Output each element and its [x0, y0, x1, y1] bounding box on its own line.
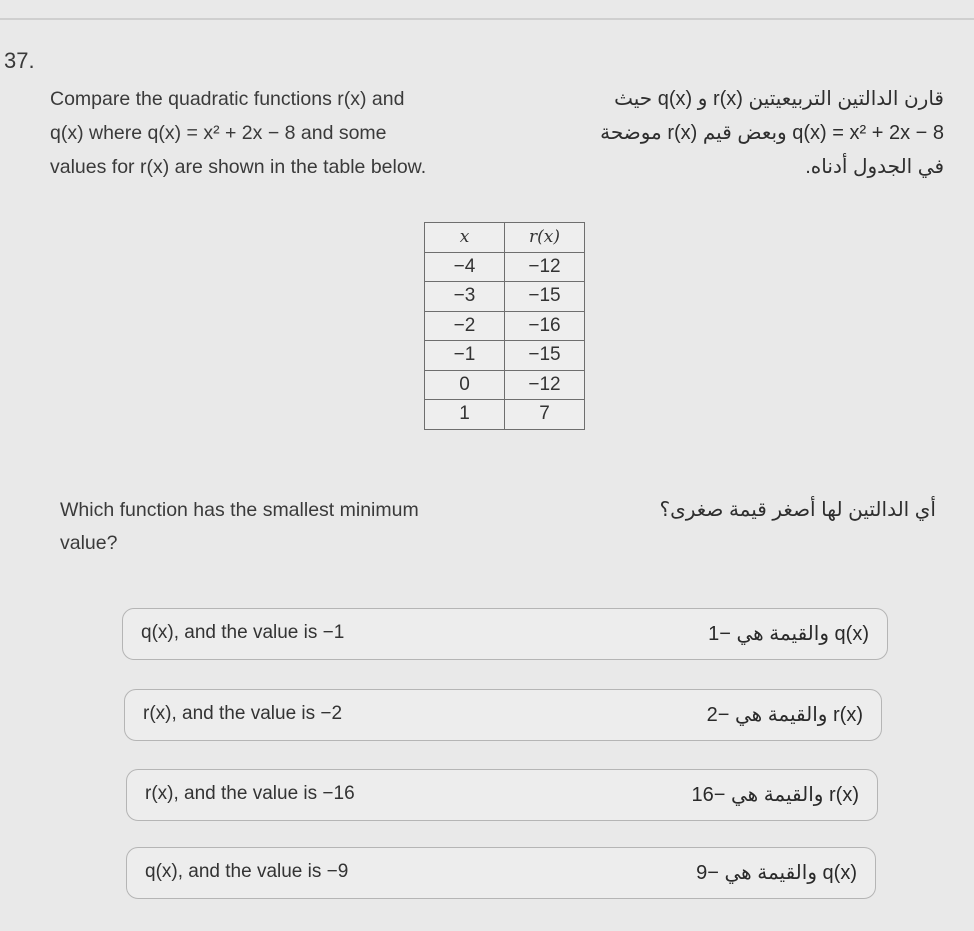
header-x: x — [425, 223, 505, 253]
stem-ar-line-3: في الجدول أدناه. — [805, 156, 944, 178]
cell-x: 1 — [425, 400, 505, 430]
question-stem-arabic — [524, 82, 944, 184]
header-r: r(x) — [505, 223, 585, 253]
cell-x: −3 — [425, 282, 505, 312]
answer-choice-b[interactable] — [124, 689, 882, 741]
cell-x: 0 — [425, 370, 505, 400]
prompt-en-line-1: Which function has the smallest minimum — [60, 499, 419, 521]
answer-choice-c[interactable] — [126, 769, 878, 821]
choice-b-english: r(x), and the value is −2 — [143, 703, 343, 724]
cell-x: −2 — [425, 311, 505, 341]
table-row — [425, 400, 585, 430]
cell-r: −15 — [505, 341, 585, 371]
cell-r: 7 — [505, 400, 585, 430]
table-row — [425, 311, 585, 341]
table-row — [425, 370, 585, 400]
cell-x: −1 — [425, 341, 505, 371]
choice-b-arabic: r(x) والقيمة هي −2 — [706, 704, 863, 726]
values-table — [424, 222, 585, 430]
table-row — [425, 282, 585, 312]
choice-a-english: q(x), and the value is −1 — [141, 622, 345, 643]
stem-en-line-3: values for r(x) are shown in the table below. — [50, 156, 427, 178]
cell-r: −16 — [505, 311, 585, 341]
choice-a-arabic: q(x) والقيمة هي −1 — [708, 623, 869, 645]
table-header-row — [425, 223, 585, 253]
table-row — [425, 252, 585, 282]
stem-en-line-1: Compare the quadratic functions r(x) and — [50, 88, 405, 110]
answer-choice-a[interactable] — [122, 608, 888, 660]
question-number: 37. — [4, 48, 35, 73]
choice-d-english: q(x), and the value is −9 — [145, 861, 349, 882]
choice-c-arabic: r(x) والقيمة هي −16 — [691, 784, 859, 806]
cell-x: −4 — [425, 252, 505, 282]
cell-r: −12 — [505, 252, 585, 282]
prompt-en-line-2: value? — [60, 532, 118, 554]
choice-d-arabic: q(x) والقيمة هي −9 — [696, 862, 857, 884]
stem-ar-line-2: q(x) = x² + 2x − 8 وبعض قيم r(x) موضحة — [600, 122, 944, 144]
answer-choice-d[interactable] — [126, 847, 876, 899]
question-prompt-english — [60, 494, 480, 560]
top-divider — [0, 18, 974, 20]
cell-r: −12 — [505, 370, 585, 400]
question-stem-english — [50, 82, 470, 184]
stem-ar-line-1: قارن الدالتين التربيعيتين r(x) و q(x) حيث — [614, 88, 944, 110]
cell-r: −15 — [505, 282, 585, 312]
table-row — [425, 341, 585, 371]
question-prompt-arabic: أي الدالتين لها أصغر قيمة صغرى؟ — [659, 499, 936, 521]
stem-en-line-2: q(x) where q(x) = x² + 2x − 8 and some — [50, 122, 387, 144]
choice-c-english: r(x), and the value is −16 — [145, 783, 355, 804]
